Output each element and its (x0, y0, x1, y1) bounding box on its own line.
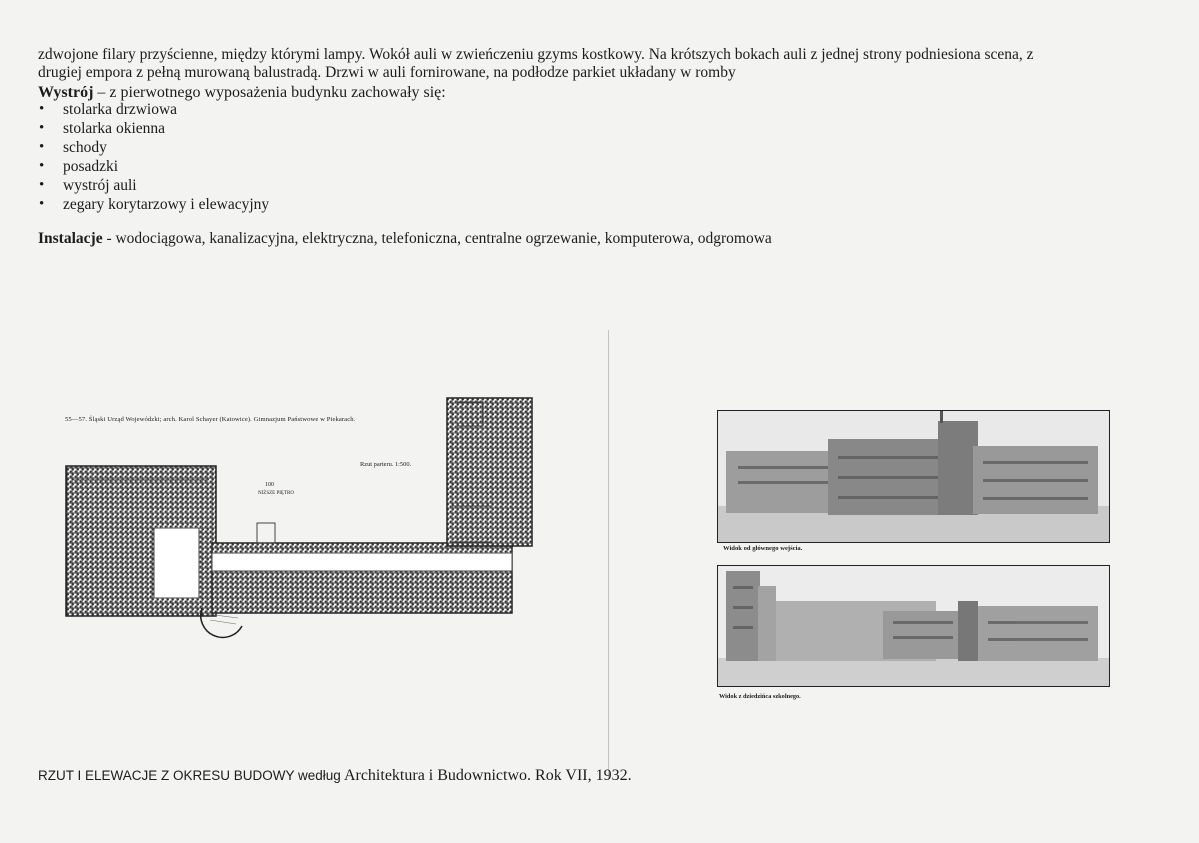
wystroj-label: Wystrój (38, 84, 94, 101)
svg-text:NIŻSZE PIĘTRO: NIŻSZE PIĘTRO (258, 491, 294, 496)
bullet-icon: • (39, 158, 45, 174)
svg-text:100: 100 (265, 482, 274, 488)
list-item-text: schody (63, 139, 107, 156)
list-item (38, 195, 269, 214)
instalacje-text: - wodociągowa, kanalizacyjna, elektryczna, telefoniczna, centralne ogrzewanie, komputerowa, odgromowa (102, 230, 772, 247)
bullet-icon: • (39, 177, 45, 193)
bullet-icon: • (39, 139, 45, 155)
photo-caption-1: Widok od głównego wejścia. (723, 545, 803, 552)
instalacje-line (38, 229, 772, 248)
equipment-list (38, 100, 269, 214)
list-item-text: zegary korytarzowy i elewacyjny (63, 196, 270, 213)
list-item (38, 176, 269, 195)
vertical-divider (608, 330, 609, 780)
photo-caption-2: Widok z dziedzińca szkolnego. (719, 693, 801, 700)
building-photo-2 (718, 566, 1109, 686)
list-item (38, 157, 269, 176)
bullet-icon: • (39, 120, 45, 136)
paragraph-line-1: zdwojone filary przyścienne, między którymi lampy. Wokół auli w zwieńczeniu gzyms kostkowy. Na krótszych bokach auli z jednej strony podniesiona scena, z (38, 46, 1034, 63)
footer-sans-part: RZUT I ELEWACJE Z OKRESU BUDOWY według (38, 768, 341, 783)
plan-caption: 55—57. Śląski Urząd Wojewódzki; arch. Karol Schayer (Katowice). Gimnazjum Państwowe w Piekarach. (65, 416, 356, 423)
floor-plan-drawing (62, 388, 542, 656)
footer-serif-part: Architektura i Budownictwo. Rok VII, 1932. (340, 767, 632, 784)
building-photo-1 (718, 411, 1109, 542)
wystroj-text: – z pierwotnego wyposażenia budynku zachowały się: (93, 84, 446, 101)
bullet-icon: • (39, 101, 45, 117)
list-item (38, 138, 269, 157)
list-item-text: stolarka okienna (63, 120, 166, 137)
list-item (38, 119, 269, 138)
list-item-text: posadzki (63, 158, 119, 175)
instalacje-label: Instalacje (38, 230, 103, 247)
floor-plan-figure (62, 388, 542, 656)
elevation-photo-courtyard (717, 565, 1110, 687)
description-paragraph (38, 46, 1128, 82)
elevation-photo-main-entrance (717, 410, 1110, 543)
plan-scale-label: Rzut parteru. 1:500. (360, 461, 412, 468)
list-item-text: stolarka drzwiowa (63, 101, 178, 118)
paragraph-line-2: drugiej empora z pełną murowaną balustradą. Drzwi w auli fornirowane, na podłodze parkiet układany w romby (38, 64, 736, 81)
source-footer (38, 766, 632, 786)
list-item-text: wystrój auli (63, 177, 137, 194)
list-item (38, 100, 269, 119)
bullet-icon: • (39, 196, 45, 212)
